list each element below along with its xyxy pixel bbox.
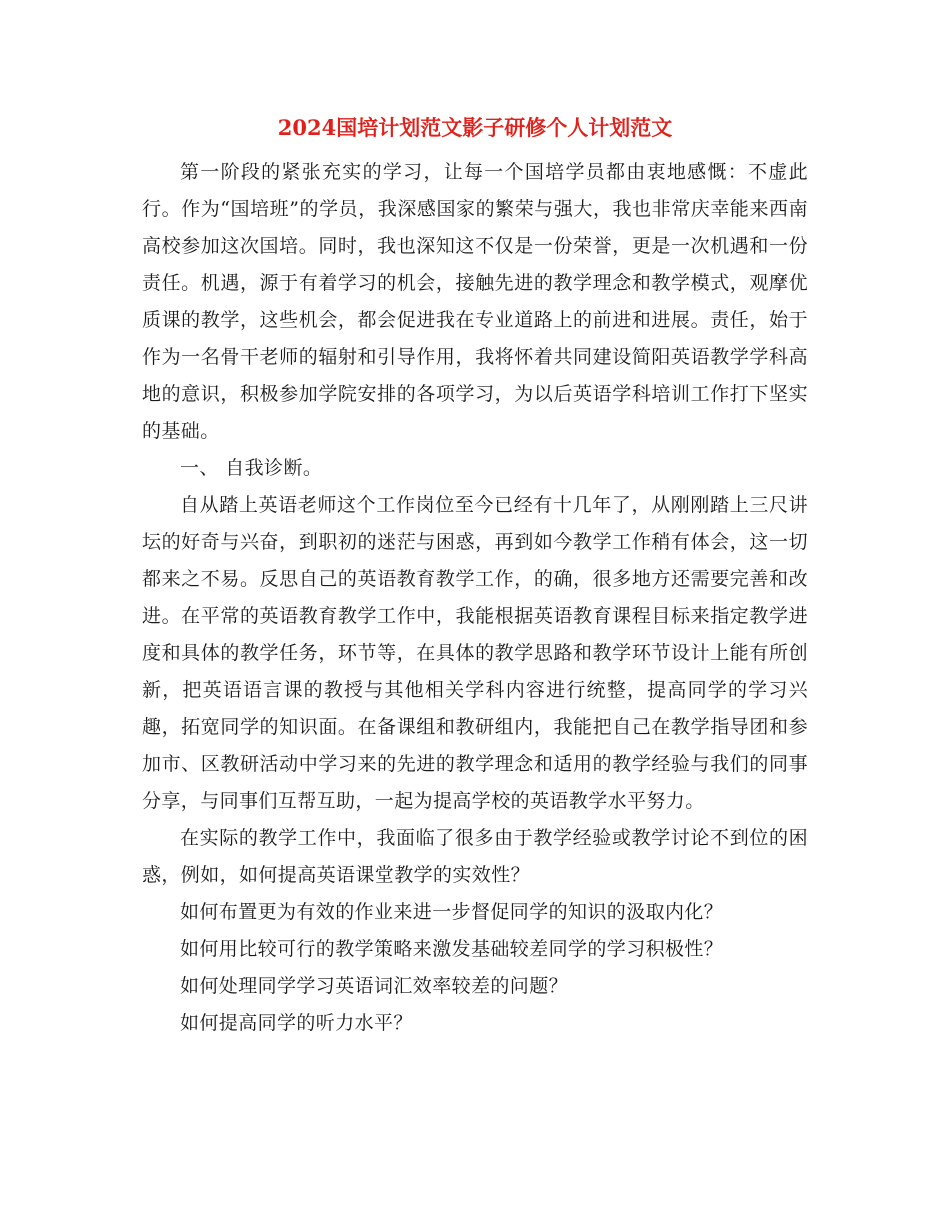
question-line: 如何用比较可行的教学策略来激发基础较差同学的学习积极性？: [180, 938, 724, 960]
section-heading-self-diagnosis: 一、 自我诊断。: [180, 457, 323, 479]
document-title: 2024国培计划范文影子研修个人计划范文: [277, 115, 673, 140]
question-line: 如何处理同学学习英语词汇效率较差的问题？: [180, 975, 569, 997]
intro-paragraph: 第一阶段的紧张充实的学习，让每一个国培学员都由衷地感慨：不虚此行。作为“国培班”的学员，我深感国家的繁荣与强大，我也非常庆幸能来西南高校参加这次国培。同时，我也深知这不仅是一份荣誉，更是一次机遇和一份责任。机遇，源于有着学习的机会，接触先进的教学理念和教学模式，观摩优质课的教学，这些机会，都会促进我在专业道路上的前进和进展。责任，始于作为一名骨干老师的辐射和引导作用，我将怀着共同建设简阳英语教学学科高地的意识，积极参加学院安排的各项学习，为以后英语学科培训工作打下坚实的基础。: [142, 161, 808, 442]
question-line: 如何提高同学的听力水平？: [180, 1012, 413, 1034]
question-line: 如何布置更为有效的作业来进一步督促同学的知识的汲取内化？: [180, 901, 724, 923]
practice-paragraph: 在实际的教学工作中，我面临了很多由于教学经验或教学讨论不到位的困惑，例如，如何提高英语课堂教学的实效性？: [142, 827, 808, 886]
self-diagnosis-paragraph: 自从踏上英语老师这个工作岗位至今已经有十几年了，从刚刚踏上三尺讲坛的好奇与兴奋，到职初的迷茫与困惑，再到如今教学工作稍有体会，这一切都来之不易。反思自己的英语教育教学工作，的确，很多地方还需要完善和改进。在平常的英语教育教学工作中，我能根据英语教育课程目标来指定教学进度和具体的教学任务，环节等，在具体的教学思路和教学环节设计上能有所创新，把英语语言课的教授与其他相关学科内容进行统整，提高同学的学习兴趣，拓宽同学的知识面。在备课组和教研组内，我能把自己在教学指导团和参加市、区教研活动中学习来的先进的教学理念和适用的教学经验与我们的同事分享，与同事们互帮互助，一起为提高学校的英语教学水平努力。: [142, 494, 808, 812]
